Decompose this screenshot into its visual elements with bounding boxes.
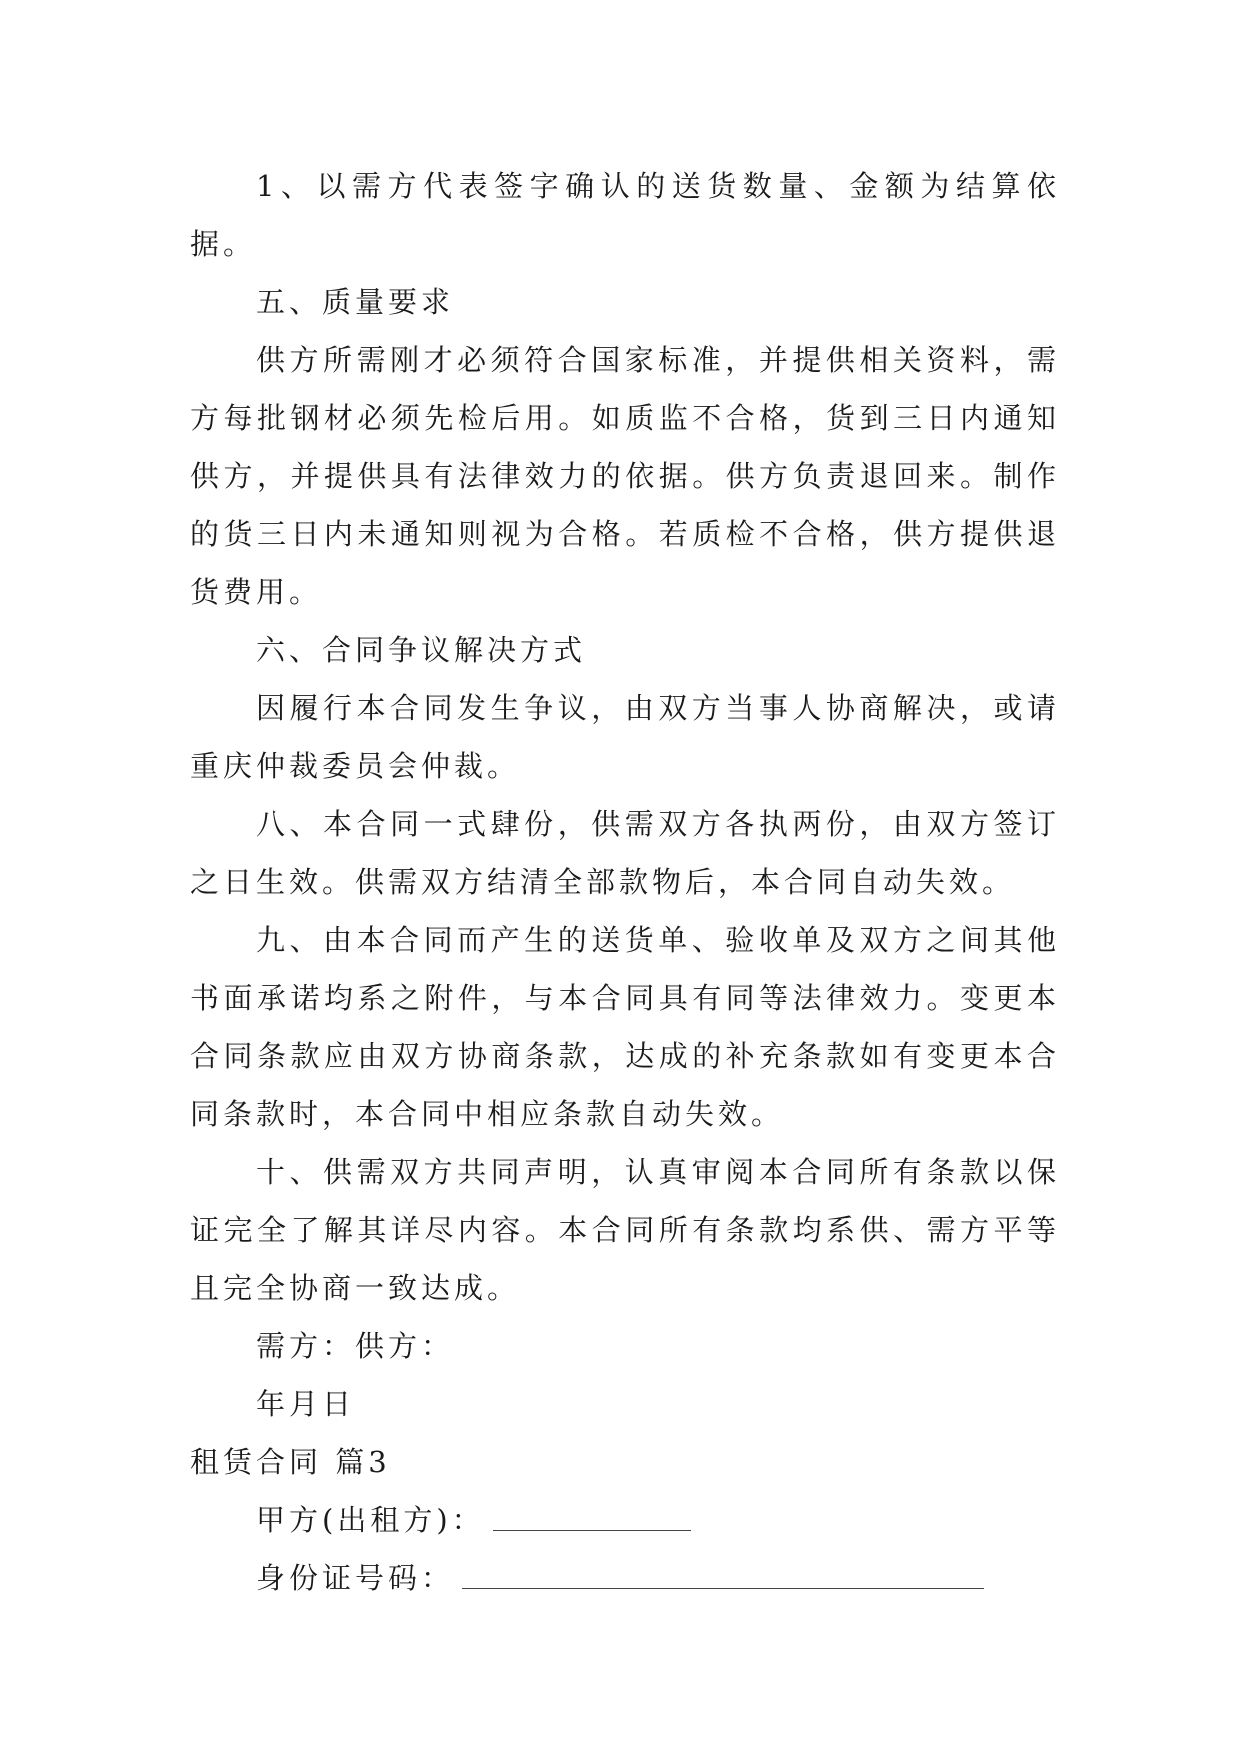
dispute-clause: 因履行本合同发生争议，由双方当事人协商解决，或请重庆仲裁委员会仲裁。 bbox=[190, 691, 1060, 783]
signature-date: 年月日 bbox=[256, 1387, 356, 1421]
id-number-line bbox=[190, 1549, 1060, 1607]
signature-parties: 需方：供方： bbox=[256, 1329, 455, 1363]
section-heading-dispute: 六、合同争议解决方式 bbox=[256, 633, 587, 667]
next-contract-title: 租赁合同 篇3 bbox=[190, 1445, 391, 1479]
declaration-clause: 十、供需双方共同声明，认真审阅本合同所有条款以保证完全了解其详尽内容。本合同所有条款均系供、需方平等且完全协商一致达成。 bbox=[190, 1155, 1060, 1305]
section-heading-quality: 五、质量要求 bbox=[256, 285, 455, 319]
copies-clause: 八、本合同一式肆份，供需双方各执两份，由双方签订之日生效。供需双方结清全部款物后，本合同自动失效。 bbox=[190, 807, 1060, 899]
document-page bbox=[190, 157, 1060, 1607]
quality-clause: 供方所需刚才必须符合国家标准，并提供相关资料，需方每批钢材必须先检后用。如质监不合格，货到三日内通知供方，并提供具有法律效力的依据。供方负责退回来。制作的货三日内未通知则视为合格。若质检不合格，供方提供退货费用。 bbox=[190, 343, 1060, 609]
lessor-label: 甲方(出租方)： bbox=[256, 1503, 485, 1537]
settlement-clause: 1、以需方代表签字确认的送货数量、金额为结算依据。 bbox=[190, 169, 1060, 261]
lessor-blank bbox=[493, 1529, 691, 1531]
id-number-blank bbox=[462, 1587, 984, 1589]
attachments-clause: 九、由本合同而产生的送货单、验收单及双方之间其他书面承诺均系之附件，与本合同具有同等法律效力。变更本合同条款应由双方协商条款，达成的补充条款如有变更本合同条款时，本合同中相应条款自动失效。 bbox=[190, 923, 1060, 1131]
id-number-label: 身份证号码： bbox=[256, 1561, 455, 1595]
lessor-line bbox=[190, 1491, 1060, 1549]
